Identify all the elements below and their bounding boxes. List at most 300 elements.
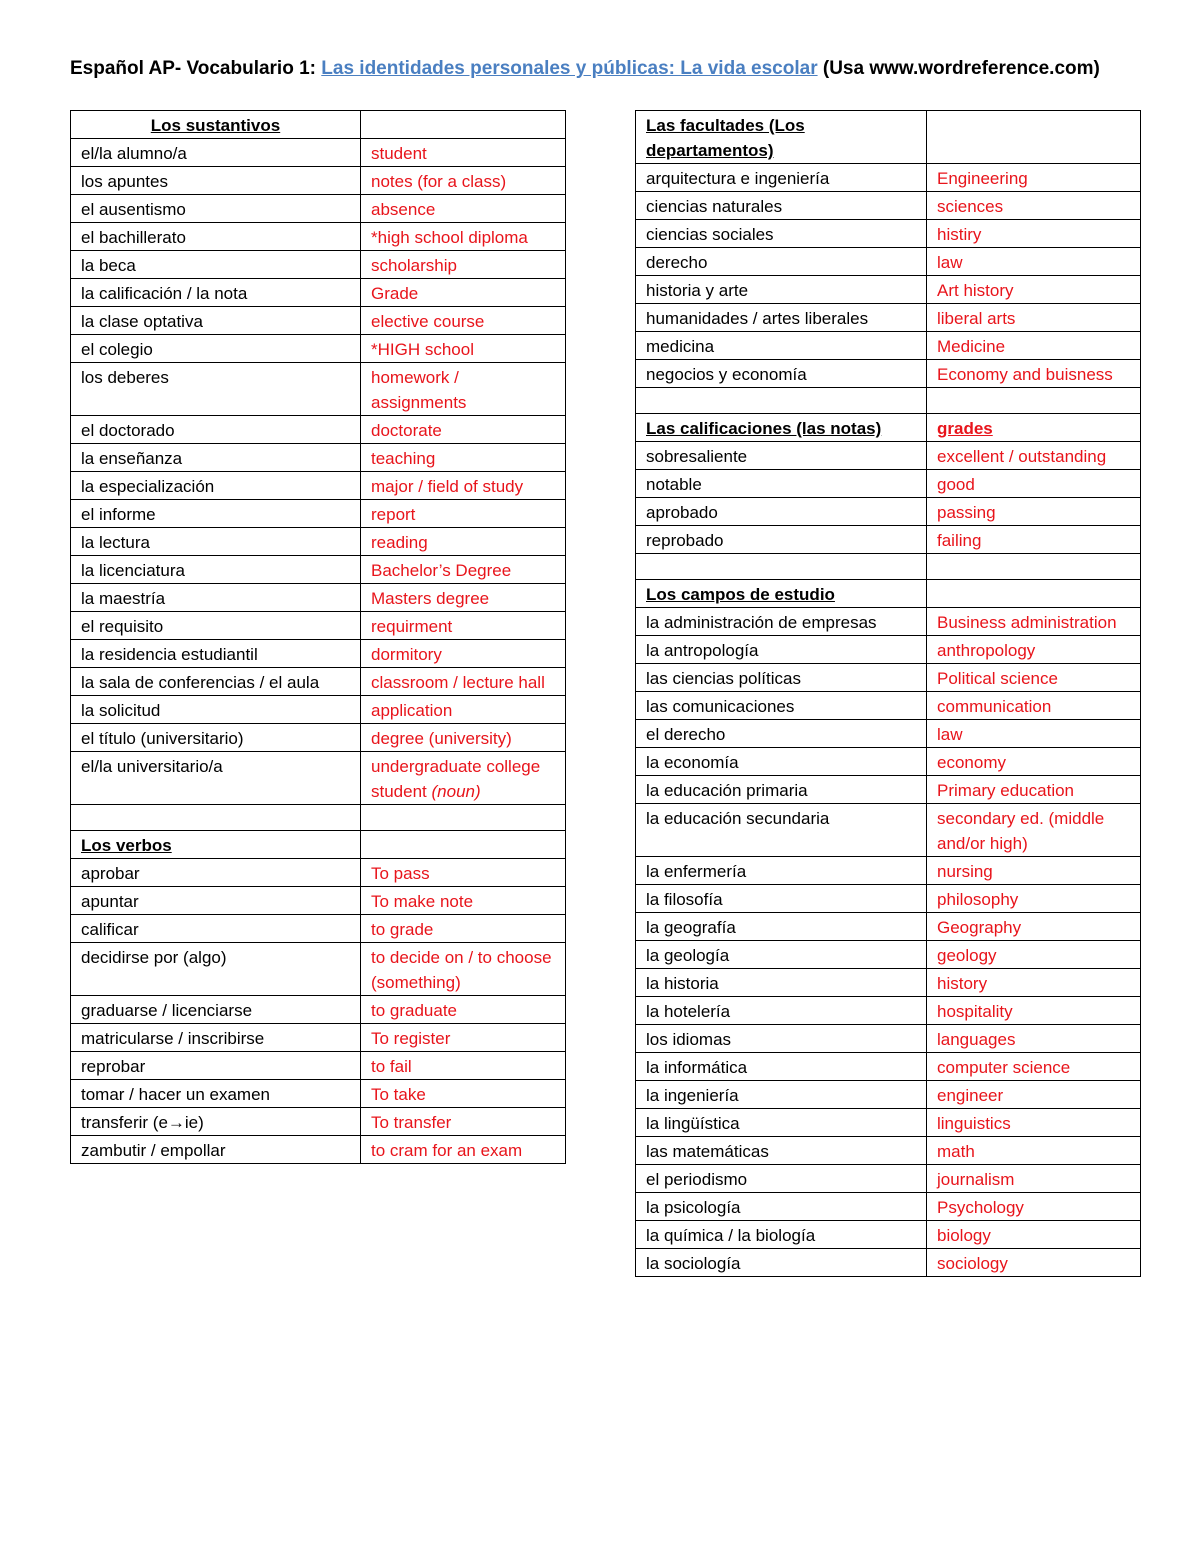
spanish-term: la economía bbox=[636, 748, 927, 776]
right-section-header bbox=[636, 111, 1141, 164]
translation-text: doctorate bbox=[371, 421, 442, 440]
table-row bbox=[636, 748, 1141, 776]
spanish-term: la filosofía bbox=[636, 885, 927, 913]
translation-text: history bbox=[937, 974, 988, 993]
english-translation bbox=[927, 304, 1141, 332]
spanish-term: decidirse por (algo) bbox=[71, 943, 361, 996]
table-row bbox=[71, 696, 566, 724]
english-translation bbox=[361, 472, 566, 500]
spanish-term: el periodismo bbox=[636, 1165, 927, 1193]
translation-text: Art history bbox=[937, 281, 1014, 300]
table-row bbox=[636, 913, 1141, 941]
spanish-term: las ciencias políticas bbox=[636, 664, 927, 692]
english-translation bbox=[927, 1081, 1141, 1109]
spanish-term: la educación primaria bbox=[636, 776, 927, 804]
english-translation bbox=[361, 1052, 566, 1080]
spanish-term bbox=[71, 805, 361, 831]
table-row bbox=[71, 915, 566, 943]
spanish-term: el colegio bbox=[71, 335, 361, 363]
spanish-term: el bachillerato bbox=[71, 223, 361, 251]
english-translation bbox=[361, 335, 566, 363]
translation-text: student bbox=[371, 144, 427, 163]
table-row bbox=[71, 668, 566, 696]
translation-text: reading bbox=[371, 533, 428, 552]
english-translation bbox=[927, 636, 1141, 664]
translation-text: failing bbox=[937, 531, 982, 550]
spanish-term: la clase optativa bbox=[71, 307, 361, 335]
spanish-term: la antropología bbox=[636, 636, 927, 664]
spanish-term: el informe bbox=[71, 500, 361, 528]
english-translation bbox=[927, 997, 1141, 1025]
translation-text: secondary ed. (middle and/or high) bbox=[937, 809, 1105, 853]
english-translation bbox=[927, 276, 1141, 304]
table-row bbox=[71, 307, 566, 335]
translation-text: requirment bbox=[371, 617, 453, 636]
translation-text: histiry bbox=[937, 225, 982, 244]
left-section-header bbox=[71, 111, 566, 139]
table-row bbox=[636, 220, 1141, 248]
english-translation bbox=[927, 1165, 1141, 1193]
english-translation bbox=[927, 608, 1141, 636]
translation-text: *high school diploma bbox=[371, 228, 528, 247]
spanish-term: matricularse / inscribirse bbox=[71, 1024, 361, 1052]
table-row bbox=[636, 1165, 1141, 1193]
translation-text: linguistics bbox=[937, 1114, 1011, 1133]
english-translation bbox=[361, 805, 566, 831]
table-row bbox=[636, 997, 1141, 1025]
table-row bbox=[636, 1221, 1141, 1249]
translation-text: scholarship bbox=[371, 256, 457, 275]
translation-text: homework / assignments bbox=[371, 368, 467, 412]
english-translation bbox=[361, 363, 566, 416]
english-translation bbox=[361, 528, 566, 556]
english-translation bbox=[927, 526, 1141, 554]
spanish-term: la licenciatura bbox=[71, 556, 361, 584]
right-empty-row bbox=[636, 388, 1141, 414]
english-translation bbox=[927, 969, 1141, 997]
translation-text: To transfer bbox=[371, 1113, 452, 1132]
english-translation bbox=[361, 915, 566, 943]
spanish-term: la enseñanza bbox=[71, 444, 361, 472]
english-translation bbox=[927, 692, 1141, 720]
english-translation bbox=[927, 164, 1141, 192]
english-translation bbox=[927, 804, 1141, 857]
table-row bbox=[636, 332, 1141, 360]
spanish-term: la informática bbox=[636, 1053, 927, 1081]
table-row bbox=[71, 612, 566, 640]
translation-text: Psychology bbox=[937, 1198, 1024, 1217]
spanish-term: aprobar bbox=[71, 859, 361, 887]
spanish-term: la enfermería bbox=[636, 857, 927, 885]
spanish-term: los apuntes bbox=[71, 167, 361, 195]
english-translation bbox=[927, 580, 1141, 608]
spanish-term: la administración de empresas bbox=[636, 608, 927, 636]
table-row bbox=[71, 584, 566, 612]
translation-text: absence bbox=[371, 200, 436, 219]
spanish-term: el requisito bbox=[71, 612, 361, 640]
english-translation bbox=[927, 1221, 1141, 1249]
spanish-term: ciencias sociales bbox=[636, 220, 927, 248]
english-translation bbox=[927, 941, 1141, 969]
spanish-term: la maestría bbox=[71, 584, 361, 612]
spanish-term: zambutir / empollar bbox=[71, 1136, 361, 1164]
english-translation bbox=[361, 752, 566, 805]
english-translation bbox=[927, 1053, 1141, 1081]
translation-text: grades bbox=[937, 419, 993, 438]
english-translation bbox=[361, 943, 566, 996]
translation-text: passing bbox=[937, 503, 996, 522]
translation-text: To make note bbox=[371, 892, 474, 911]
table-row bbox=[71, 859, 566, 887]
translation-text: *HIGH school bbox=[371, 340, 474, 359]
translation-text: To register bbox=[371, 1029, 451, 1048]
spanish-term bbox=[636, 388, 927, 414]
table-row bbox=[636, 304, 1141, 332]
english-translation bbox=[927, 1025, 1141, 1053]
spanish-term: los deberes bbox=[71, 363, 361, 416]
english-translation bbox=[927, 1137, 1141, 1165]
english-translation bbox=[361, 668, 566, 696]
translation-text: sociology bbox=[937, 1254, 1008, 1273]
spanish-term: el derecho bbox=[636, 720, 927, 748]
title-link[interactable]: Las identidades personales y públicas: La vida escolar bbox=[321, 58, 818, 79]
english-translation bbox=[361, 584, 566, 612]
english-translation bbox=[361, 307, 566, 335]
spanish-term: sobresaliente bbox=[636, 442, 927, 470]
table-row bbox=[636, 192, 1141, 220]
translation-text: to cram for an exam bbox=[371, 1141, 523, 1160]
english-translation bbox=[361, 500, 566, 528]
table-row bbox=[636, 941, 1141, 969]
left-empty-row bbox=[71, 805, 566, 831]
spanish-term: la sala de conferencias / el aula bbox=[71, 668, 361, 696]
spanish-term: la geología bbox=[636, 941, 927, 969]
table-row bbox=[71, 1024, 566, 1052]
english-translation bbox=[927, 913, 1141, 941]
spanish-term: humanidades / artes liberales bbox=[636, 304, 927, 332]
english-translation bbox=[927, 776, 1141, 804]
table-row bbox=[71, 556, 566, 584]
table-row bbox=[636, 857, 1141, 885]
english-translation bbox=[927, 554, 1141, 580]
english-translation bbox=[361, 139, 566, 167]
table-row bbox=[71, 1108, 566, 1136]
english-translation bbox=[361, 556, 566, 584]
spanish-term: la lectura bbox=[71, 528, 361, 556]
translation-text: elective course bbox=[371, 312, 485, 331]
english-translation bbox=[927, 1109, 1141, 1137]
translation-text: math bbox=[937, 1142, 975, 1161]
table-row bbox=[636, 498, 1141, 526]
translation-text: teaching bbox=[371, 449, 436, 468]
spanish-term: la solicitud bbox=[71, 696, 361, 724]
translation-text: Geography bbox=[937, 918, 1022, 937]
spanish-term: la beca bbox=[71, 251, 361, 279]
translation-text: Political science bbox=[937, 669, 1058, 688]
table-row bbox=[71, 195, 566, 223]
spanish-term: el título (universitario) bbox=[71, 724, 361, 752]
english-translation bbox=[927, 414, 1141, 442]
translation-text: geology bbox=[937, 946, 997, 965]
table-row bbox=[71, 223, 566, 251]
translation-text: philosophy bbox=[937, 890, 1019, 909]
table-row bbox=[636, 804, 1141, 857]
vocab-table-left bbox=[70, 110, 566, 1164]
english-translation bbox=[361, 1024, 566, 1052]
table-row bbox=[636, 1025, 1141, 1053]
english-translation bbox=[361, 696, 566, 724]
table-row bbox=[636, 776, 1141, 804]
table-row bbox=[636, 885, 1141, 913]
table-row bbox=[71, 279, 566, 307]
spanish-term bbox=[636, 554, 927, 580]
spanish-term: reprobado bbox=[636, 526, 927, 554]
table-row bbox=[636, 248, 1141, 276]
spanish-term: apuntar bbox=[71, 887, 361, 915]
translation-text: undergraduate college student bbox=[371, 757, 541, 801]
translation-text: application bbox=[371, 701, 453, 720]
spanish-term: la sociología bbox=[636, 1249, 927, 1277]
translation-text: to fail bbox=[371, 1057, 412, 1076]
table-row bbox=[636, 276, 1141, 304]
table-row bbox=[71, 167, 566, 195]
english-translation bbox=[361, 612, 566, 640]
table-row bbox=[71, 943, 566, 996]
translation-text: report bbox=[371, 505, 416, 524]
translation-text: degree (university) bbox=[371, 729, 512, 748]
spanish-term: el/la universitario/a bbox=[71, 752, 361, 805]
table-row bbox=[636, 664, 1141, 692]
translation-text: biology bbox=[937, 1226, 991, 1245]
spanish-term: la lingüística bbox=[636, 1109, 927, 1137]
english-translation bbox=[361, 416, 566, 444]
right-section-header bbox=[636, 580, 1141, 608]
english-translation bbox=[927, 111, 1141, 164]
english-translation bbox=[361, 859, 566, 887]
spanish-term: derecho bbox=[636, 248, 927, 276]
english-translation bbox=[361, 279, 566, 307]
spanish-term: negocios y economía bbox=[636, 360, 927, 388]
spanish-term: la geografía bbox=[636, 913, 927, 941]
table-row bbox=[636, 1137, 1141, 1165]
translation-text: hospitality bbox=[937, 1002, 1013, 1021]
translation-text: classroom / lecture hall bbox=[371, 673, 545, 692]
english-translation bbox=[361, 1136, 566, 1164]
translation-text: law bbox=[937, 725, 963, 744]
spanish-term: la historia bbox=[636, 969, 927, 997]
spanish-term: Los sustantivos bbox=[71, 111, 361, 139]
spanish-term: la hotelería bbox=[636, 997, 927, 1025]
table-row bbox=[71, 1136, 566, 1164]
spanish-term: graduarse / licenciarse bbox=[71, 996, 361, 1024]
table-row bbox=[636, 164, 1141, 192]
english-translation bbox=[361, 223, 566, 251]
table-row bbox=[71, 528, 566, 556]
spanish-term: ciencias naturales bbox=[636, 192, 927, 220]
spanish-term: Las facultades (Los departamentos) bbox=[636, 111, 927, 164]
table-row bbox=[636, 360, 1141, 388]
english-translation bbox=[927, 220, 1141, 248]
spanish-term: la psicología bbox=[636, 1193, 927, 1221]
spanish-term: el ausentismo bbox=[71, 195, 361, 223]
english-translation bbox=[927, 498, 1141, 526]
table-row bbox=[71, 1080, 566, 1108]
spanish-term: los idiomas bbox=[636, 1025, 927, 1053]
english-translation bbox=[361, 195, 566, 223]
english-translation bbox=[361, 887, 566, 915]
spanish-term: tomar / hacer un examen bbox=[71, 1080, 361, 1108]
table-row bbox=[71, 996, 566, 1024]
spanish-term: transferir (e→ie) bbox=[71, 1108, 361, 1136]
left-section-header bbox=[71, 831, 566, 859]
english-translation bbox=[927, 664, 1141, 692]
table-row bbox=[636, 636, 1141, 664]
translation-text: excellent / outstanding bbox=[937, 447, 1107, 466]
spanish-term: las comunicaciones bbox=[636, 692, 927, 720]
title-suffix: (Usa www.wordreference.com) bbox=[817, 58, 1100, 79]
table-row bbox=[636, 692, 1141, 720]
english-translation bbox=[361, 1108, 566, 1136]
english-translation bbox=[927, 748, 1141, 776]
spanish-term: Los campos de estudio bbox=[636, 580, 927, 608]
table-row bbox=[71, 752, 566, 805]
translation-text: Business administration bbox=[937, 613, 1117, 632]
spanish-term: las matemáticas bbox=[636, 1137, 927, 1165]
spanish-term: la residencia estudiantil bbox=[71, 640, 361, 668]
spanish-term: la química / la biología bbox=[636, 1221, 927, 1249]
table-row bbox=[636, 1109, 1141, 1137]
translation-text: to grade bbox=[371, 920, 434, 939]
translation-text: languages bbox=[937, 1030, 1016, 1049]
translation-text: Grade bbox=[371, 284, 419, 303]
table-row bbox=[71, 887, 566, 915]
spanish-term: aprobado bbox=[636, 498, 927, 526]
vocab-table-right bbox=[635, 110, 1141, 1277]
translation-text: Economy and buisness bbox=[937, 365, 1113, 384]
translation-text: dormitory bbox=[371, 645, 442, 664]
table-row bbox=[636, 720, 1141, 748]
english-translation bbox=[927, 442, 1141, 470]
table-row bbox=[636, 1249, 1141, 1277]
translation-text: law bbox=[937, 253, 963, 272]
translation-note: (noun) bbox=[431, 782, 481, 801]
table-row bbox=[71, 1052, 566, 1080]
translation-text: engineer bbox=[937, 1086, 1004, 1105]
spanish-term: arquitectura e ingeniería bbox=[636, 164, 927, 192]
spanish-term: la calificación / la nota bbox=[71, 279, 361, 307]
translation-text: journalism bbox=[937, 1170, 1015, 1189]
table-row bbox=[71, 363, 566, 416]
translation-text: Masters degree bbox=[371, 589, 490, 608]
spanish-term: medicina bbox=[636, 332, 927, 360]
english-translation bbox=[361, 640, 566, 668]
english-translation bbox=[927, 332, 1141, 360]
spanish-term: la educación secundaria bbox=[636, 804, 927, 857]
english-translation bbox=[927, 248, 1141, 276]
table-row bbox=[636, 1193, 1141, 1221]
right-empty-row bbox=[636, 554, 1141, 580]
translation-text: Engineering bbox=[937, 169, 1028, 188]
english-translation bbox=[361, 996, 566, 1024]
table-row bbox=[71, 251, 566, 279]
title-prefix: Español AP- Vocabulario 1: bbox=[70, 58, 322, 79]
spanish-term: el doctorado bbox=[71, 416, 361, 444]
table-row bbox=[71, 472, 566, 500]
english-translation bbox=[927, 388, 1141, 414]
translation-text: major / field of study bbox=[371, 477, 524, 496]
spanish-term: Los verbos bbox=[71, 831, 361, 859]
translation-text: Bachelor’s Degree bbox=[371, 561, 512, 580]
spanish-term: la ingeniería bbox=[636, 1081, 927, 1109]
translation-text: Primary education bbox=[937, 781, 1075, 800]
english-translation bbox=[361, 444, 566, 472]
english-translation bbox=[927, 1249, 1141, 1277]
table-row bbox=[71, 416, 566, 444]
translation-text: liberal arts bbox=[937, 309, 1016, 328]
translation-text: notes (for a class) bbox=[371, 172, 507, 191]
spanish-term: el/la alumno/a bbox=[71, 139, 361, 167]
table-row bbox=[636, 1081, 1141, 1109]
translation-text: communication bbox=[937, 697, 1052, 716]
translation-text: To pass bbox=[371, 864, 430, 883]
table-row bbox=[636, 969, 1141, 997]
spanish-term: notable bbox=[636, 470, 927, 498]
translation-text: sciences bbox=[937, 197, 1004, 216]
translation-text: anthropology bbox=[937, 641, 1036, 660]
english-translation bbox=[361, 111, 566, 139]
translation-text: to decide on / to choose (something) bbox=[371, 948, 552, 992]
translation-text: good bbox=[937, 475, 975, 494]
table-row bbox=[636, 470, 1141, 498]
table-row bbox=[636, 526, 1141, 554]
english-translation bbox=[927, 360, 1141, 388]
table-row bbox=[71, 139, 566, 167]
table-row bbox=[636, 608, 1141, 636]
table-row bbox=[71, 500, 566, 528]
right-section-header bbox=[636, 414, 1141, 442]
spanish-term: la especialización bbox=[71, 472, 361, 500]
translation-text: nursing bbox=[937, 862, 993, 881]
english-translation bbox=[927, 1193, 1141, 1221]
english-translation bbox=[361, 1080, 566, 1108]
english-translation bbox=[927, 885, 1141, 913]
english-translation bbox=[927, 470, 1141, 498]
english-translation bbox=[361, 251, 566, 279]
translation-text: to graduate bbox=[371, 1001, 458, 1020]
table-row bbox=[71, 335, 566, 363]
translation-text: economy bbox=[937, 753, 1006, 772]
spanish-term: calificar bbox=[71, 915, 361, 943]
table-row bbox=[71, 640, 566, 668]
spanish-term: historia y arte bbox=[636, 276, 927, 304]
page-title bbox=[70, 58, 1150, 80]
english-translation bbox=[927, 857, 1141, 885]
spanish-term: reprobar bbox=[71, 1052, 361, 1080]
table-row bbox=[636, 1053, 1141, 1081]
table-row bbox=[71, 724, 566, 752]
translation-text: To take bbox=[371, 1085, 426, 1104]
spanish-term: Las calificaciones (las notas) bbox=[636, 414, 927, 442]
translation-text: Medicine bbox=[937, 337, 1006, 356]
table-row bbox=[636, 442, 1141, 470]
translation-text: computer science bbox=[937, 1058, 1071, 1077]
english-translation bbox=[927, 720, 1141, 748]
english-translation bbox=[927, 192, 1141, 220]
english-translation bbox=[361, 724, 566, 752]
table-row bbox=[71, 444, 566, 472]
english-translation bbox=[361, 167, 566, 195]
english-translation bbox=[361, 831, 566, 859]
